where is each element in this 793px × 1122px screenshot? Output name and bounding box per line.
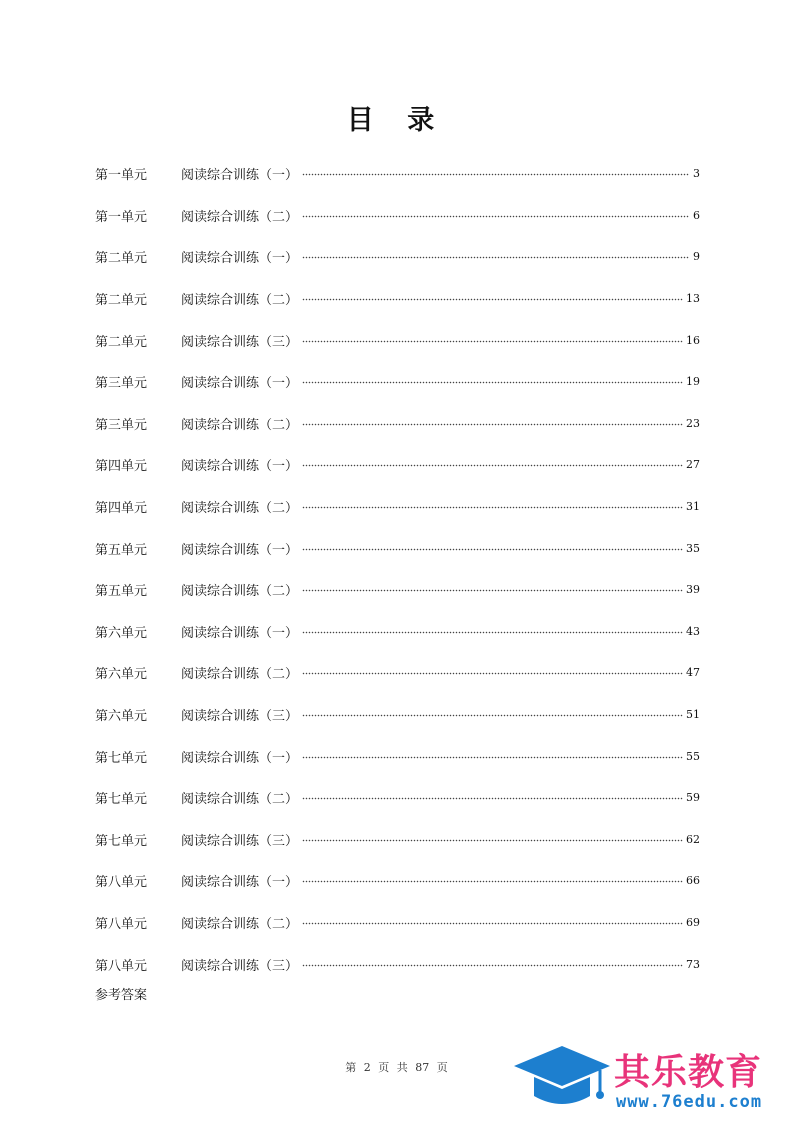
toc-page-number: 69 xyxy=(686,915,700,929)
toc-dot-leader xyxy=(302,711,683,719)
toc-page-number: 27 xyxy=(686,458,700,472)
toc-entry-title: 阅读综合训练（一） xyxy=(181,459,299,475)
toc-dot-leader xyxy=(302,170,689,178)
toc-entry-title: 阅读综合训练（一） xyxy=(181,251,299,267)
toc-unit-label: 第二单元 xyxy=(95,334,148,350)
toc-entry-title: 阅读综合训练（三） xyxy=(181,709,299,725)
toc-page-number: 73 xyxy=(686,957,700,971)
toc-row[interactable] xyxy=(95,611,700,653)
toc-dot-leader xyxy=(302,835,683,843)
toc-row[interactable] xyxy=(95,319,700,361)
toc-page-number: 43 xyxy=(686,624,700,638)
toc-unit-label: 第四单元 xyxy=(95,501,148,517)
toc-dot-leader xyxy=(302,336,683,344)
toc-page-number: 59 xyxy=(686,791,700,805)
toc-unit-label: 第五单元 xyxy=(95,584,148,600)
toc-page-number: 66 xyxy=(686,874,700,888)
toc-dot-leader xyxy=(302,419,683,427)
toc-entry-title: 阅读综合训练（二） xyxy=(181,667,299,683)
toc-dot-leader xyxy=(302,211,689,219)
toc-row[interactable] xyxy=(95,195,700,237)
toc-unit-label: 第二单元 xyxy=(95,251,148,267)
toc-dot-leader xyxy=(302,253,689,261)
toc-row[interactable] xyxy=(95,153,700,195)
toc-entry-title: 阅读综合训练（三） xyxy=(181,833,299,849)
toc-dot-leader xyxy=(302,378,683,386)
toc-unit-label: 第八单元 xyxy=(95,916,148,932)
toc-unit-label: 第三单元 xyxy=(95,417,148,433)
toc-page-number: 55 xyxy=(686,749,700,763)
toc-page-number: 47 xyxy=(686,666,700,680)
toc-entry-title: 阅读综合训练（二） xyxy=(181,584,299,600)
toc-dot-leader xyxy=(302,752,683,760)
toc-row[interactable] xyxy=(95,278,700,320)
toc-entry-title: 阅读综合训练（一） xyxy=(181,750,299,766)
toc-row[interactable] xyxy=(95,569,700,611)
toc-row[interactable] xyxy=(95,236,700,278)
toc-page-number: 9 xyxy=(693,250,700,264)
toc-row[interactable] xyxy=(95,694,700,736)
toc-entry-title: 阅读综合训练（二） xyxy=(181,209,299,225)
toc-dot-leader xyxy=(302,918,683,926)
toc-unit-label: 第七单元 xyxy=(95,750,148,766)
toc-unit-label: 第四单元 xyxy=(95,459,148,475)
toc-unit-label: 第六单元 xyxy=(95,709,148,725)
toc-unit-label: 第二单元 xyxy=(95,293,148,309)
toc-page-number: 31 xyxy=(686,500,700,514)
toc-entry-title: 阅读综合训练（二） xyxy=(181,792,299,808)
toc-dot-leader xyxy=(302,960,683,968)
toc-dot-leader xyxy=(302,877,683,885)
toc-row[interactable] xyxy=(95,486,700,528)
toc-row[interactable] xyxy=(95,403,700,445)
toc-row[interactable] xyxy=(95,819,700,861)
toc-page-number: 19 xyxy=(686,375,700,389)
toc-row[interactable] xyxy=(95,735,700,777)
toc-unit-label: 第八单元 xyxy=(95,875,148,891)
toc-page-number: 35 xyxy=(686,541,700,555)
toc-entry-title: 阅读综合训练（二） xyxy=(181,501,299,517)
toc-row[interactable] xyxy=(95,361,700,403)
page-footer: 第 2 页 共 87 页 xyxy=(345,1061,448,1074)
toc-dot-leader xyxy=(302,503,683,511)
watermark-brand-name: 其乐教育 xyxy=(614,1052,763,1093)
toc-unit-label: 第一单元 xyxy=(95,209,148,225)
toc-unit-label: 第五单元 xyxy=(95,542,148,558)
toc-unit-label: 第六单元 xyxy=(95,667,148,683)
toc-row[interactable] xyxy=(95,943,700,985)
toc-dot-leader xyxy=(302,586,683,594)
toc-row[interactable] xyxy=(95,652,700,694)
page-title: 目 录 xyxy=(346,105,447,136)
toc-entry-title: 阅读综合训练（二） xyxy=(181,916,299,932)
toc-unit-label: 第一单元 xyxy=(95,168,148,184)
toc-entry-title: 阅读综合训练（一） xyxy=(181,542,299,558)
toc-entry-title: 阅读综合训练（一） xyxy=(181,376,299,392)
toc-page-number: 16 xyxy=(686,333,700,347)
toc-dot-leader xyxy=(302,295,683,303)
toc-page-number: 51 xyxy=(686,708,700,722)
table-of-contents xyxy=(95,153,700,985)
toc-row[interactable] xyxy=(95,902,700,944)
toc-dot-leader xyxy=(302,544,683,552)
watermark-logo xyxy=(512,1042,787,1117)
toc-entry-title: 阅读综合训练（二） xyxy=(181,417,299,433)
toc-row[interactable] xyxy=(95,527,700,569)
toc-page-number: 13 xyxy=(686,292,700,306)
toc-dot-leader xyxy=(302,461,683,469)
toc-unit-label: 第七单元 xyxy=(95,792,148,808)
toc-dot-leader xyxy=(302,669,683,677)
answers-entry[interactable]: 参考答案 xyxy=(95,988,148,1003)
toc-row[interactable] xyxy=(95,444,700,486)
toc-row[interactable] xyxy=(95,777,700,819)
toc-page-number: 39 xyxy=(686,583,700,597)
watermark-url: www.76edu.com xyxy=(616,1092,763,1112)
toc-entry-title: 阅读综合训练（三） xyxy=(181,958,299,974)
toc-page-number: 62 xyxy=(686,832,700,846)
toc-row[interactable] xyxy=(95,860,700,902)
toc-unit-label: 第八单元 xyxy=(95,958,148,974)
toc-entry-title: 阅读综合训练（一） xyxy=(181,168,299,184)
toc-page-number: 23 xyxy=(686,416,700,430)
toc-entry-title: 阅读综合训练（一） xyxy=(181,625,299,641)
toc-page-number: 6 xyxy=(693,208,700,222)
toc-unit-label: 第三单元 xyxy=(95,376,148,392)
toc-dot-leader xyxy=(302,794,683,802)
toc-unit-label: 第六单元 xyxy=(95,625,148,641)
toc-entry-title: 阅读综合训练（一） xyxy=(181,875,299,891)
toc-entry-title: 阅读综合训练（二） xyxy=(181,293,299,309)
toc-dot-leader xyxy=(302,627,683,635)
toc-unit-label: 第七单元 xyxy=(95,833,148,849)
graduation-cap-icon xyxy=(512,1044,612,1114)
toc-entry-title: 阅读综合训练（三） xyxy=(181,334,299,350)
toc-page-number: 3 xyxy=(693,167,700,181)
